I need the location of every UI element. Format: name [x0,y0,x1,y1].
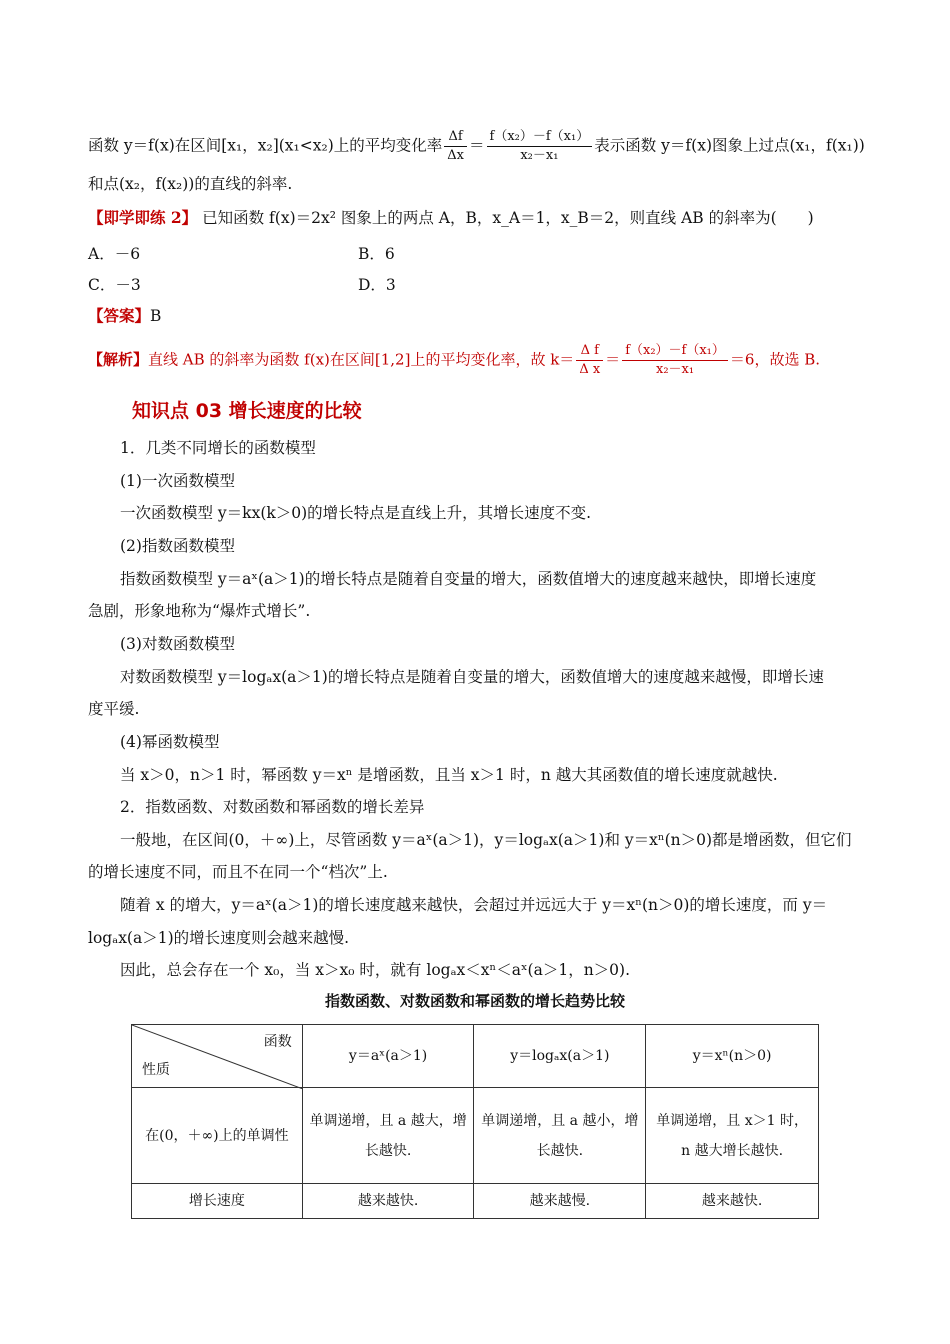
table-cell: 单调递增，且 a 越小，增长越快. [474,1088,646,1184]
intro-text-b: 表示函数 y＝f(x)图象上过点(x₁，f(x₁)) [594,136,865,155]
table-cell: 越来越快. [646,1184,819,1219]
section-line: (3)对数函数模型 [120,635,235,653]
table-header-cell: y＝aˣ(a＞1) [302,1025,474,1088]
section-line: 的增长速度不同，而且不在同一个“档次”上. [88,863,388,881]
exercise-tag: 【即学即练 2】 [88,208,198,227]
table-caption: 指数函数、对数函数和幂函数的增长趋势比较 [324,992,625,1010]
section-title: 知识点 03 增长速度的比较 [132,400,362,422]
table-cell: 单调递增，且 a 越大，增长越快. [302,1088,474,1184]
delta-fraction: $\frac{\Delta f}{\Delta x}$ [444,128,467,165]
table-corner-cell: 函数 性质 [132,1025,303,1088]
analysis-tag: 【解析】 [88,350,149,369]
answer-tag: 【答案】 [88,306,151,325]
table-row-label: 在(0，＋∞)上的单调性 [132,1088,303,1184]
table-row [132,1088,819,1184]
section-line: 随着 x 的增大，y＝aˣ(a＞1)的增长速度越来越快，会超过并远远大于 y＝xⁿ(n＞0)的增长速度，而 y＝ [120,896,828,914]
table-header-cell: y＝logₐx(a＞1) [474,1025,646,1088]
table-row [132,1184,819,1219]
section-line: 急剧，形象地称为“爆炸式增长”. [88,602,311,620]
analysis-line: 【解析】直线 AB 的斜率为函数 f(x)在区间[1,2]上的平均变化率，故 k＝ $\frac{\text{Δ f}}{\text{Δ x}}$ ＝ $\frac{\text{f（x₂）－f（x₁）}}{\text{x₂－x₁}}$ ＝6，故选 B. [88,343,821,377]
section-line: 2．指数函数、对数函数和幂函数的增长差异 [120,798,425,816]
option-d: D．3 [358,276,396,294]
section-line: 1．几类不同增长的函数模型 [120,439,316,457]
intro-line-1: 函数 y＝f(x)在区间[x₁，x₂](x₁<x₂)上的平均变化率 $\frac{\Delta f}{\Delta x}$ ＝ $\frac{\text{f（x₂）－f（x₁）}}{\text{x₂－x₁}}$ 表示函数 y＝f(x)图象上过点(x₁，f(x₁)) [88,129,865,163]
section-line: (4)幂函数模型 [120,733,220,751]
option-c: C．－3 [88,276,141,294]
comparison-table [131,1024,819,1219]
section-line: (2)指数函数模型 [120,537,235,555]
table-header-cell: y＝xⁿ(n＞0) [646,1025,819,1088]
section-line: 当 x＞0，n＞1 时，幂函数 y＝xⁿ 是增函数，且当 x＞1 时，n 越大其函数值的增长速度就越快. [120,766,778,784]
section-line: 对数函数模型 y＝logₐx(a＞1)的增长特点是随着自变量的增大，函数值增大的速度越来越慢，即增长速 [120,668,824,686]
section-line: logₐx(a＞1)的增长速度则会越来越慢. [88,929,350,947]
intro-text-a: 函数 y＝f(x)在区间[x₁，x₂](x₁<x₂)上的平均变化率 [88,136,443,155]
table-row-label: 增长速度 [132,1184,303,1219]
section-line: 一般地，在区间(0，＋∞)上，尽管函数 y＝aˣ(a＞1)，y＝logₐx(a＞1)和 y＝xⁿ(n＞0)都是增函数，但它们 [120,831,852,849]
section-line: 一次函数模型 y＝kx(k＞0)的增长特点是直线上升，其增长速度不变. [120,504,592,522]
section-line: 度平缓. [88,700,140,718]
exercise-question: 【即学即练 2】 已知函数 f(x)＝2x² 图象上的两点 A，B，x_A＝1，x_B＝2，则直线 AB 的斜率为( ) [88,208,814,227]
section-line: 指数函数模型 y＝aˣ(a＞1)的增长特点是随着自变量的增大，函数值增大的速度越来越快，即增长速度 [120,570,817,588]
option-a: A．－6 [88,245,141,263]
table-header-row [132,1025,819,1088]
intro-line-2: 和点(x₂，f(x₂))的直线的斜率. [88,175,293,193]
difference-quotient: $\frac{\text{f（x₂）－f（x₁）}}{\text{x₂－x₁}}$ [487,128,593,165]
answer-line [88,305,161,327]
answer-value: B [150,307,162,325]
table-cell: 单调递增，且 x＞1 时，n 越大增长越快. [646,1088,819,1184]
table-cell: 越来越慢. [474,1184,646,1219]
section-line: 因此，总会存在一个 x₀，当 x＞x₀ 时，就有 logₐx＜xⁿ＜aˣ(a＞1，n＞0). [120,961,631,979]
table-cell: 越来越快. [302,1184,474,1219]
option-b: B．6 [358,245,395,263]
section-line: (1)一次函数模型 [120,472,235,490]
